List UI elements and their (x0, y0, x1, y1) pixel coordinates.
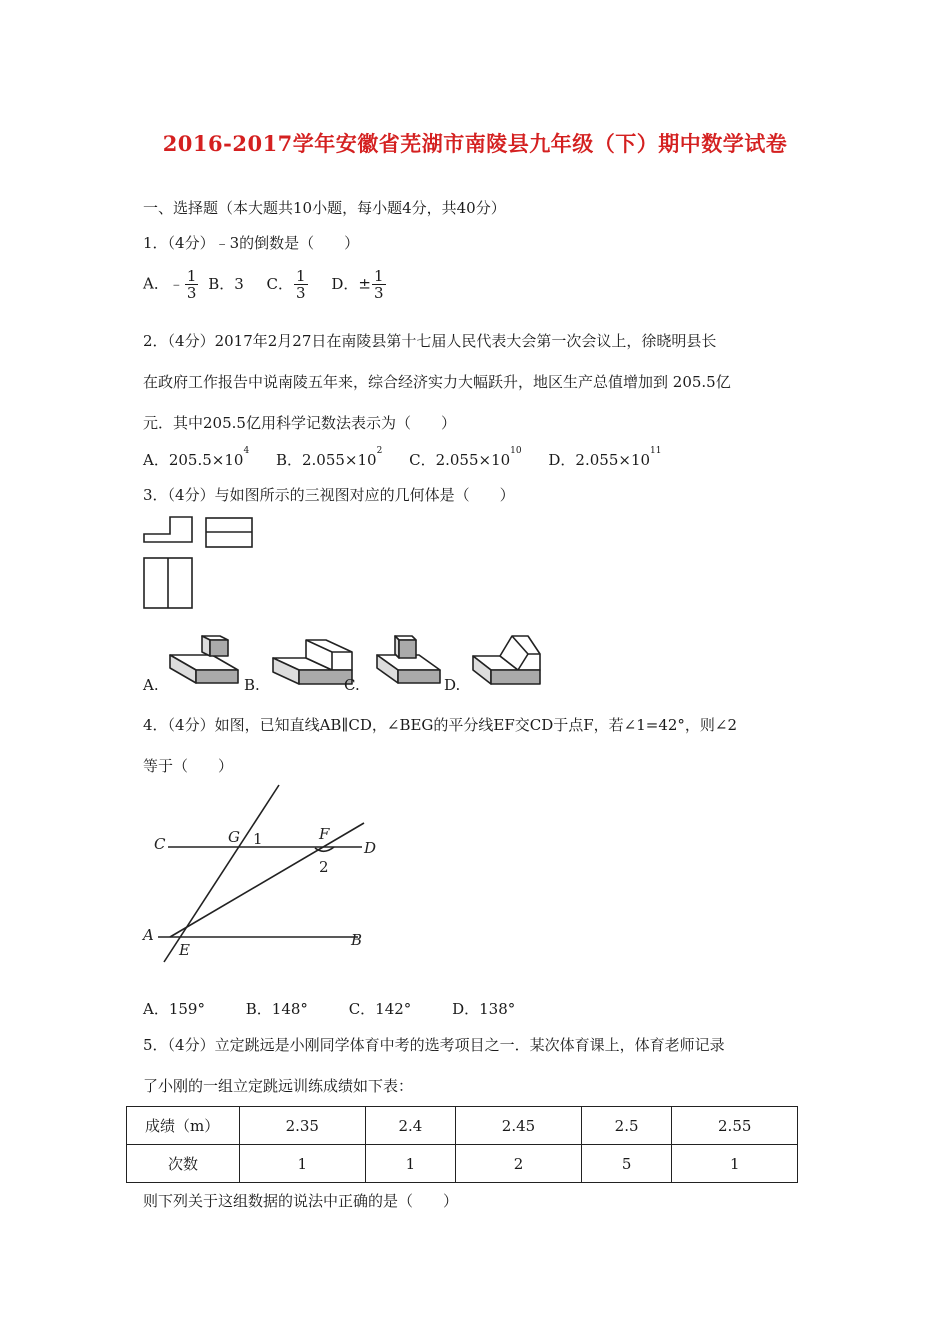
option-c-base: C．2.055×10 (409, 451, 511, 469)
option-d-label: D. (444, 676, 461, 694)
label-angle-2: 2 (319, 858, 329, 876)
fraction-c (294, 268, 308, 301)
section-heading: 一、选择题（本大题共10小题，每小题4分，共40分） (143, 199, 506, 217)
fraction-denominator: 3 (186, 284, 197, 302)
page-title: 2016-2017学年安徽省芜湖市南陵县九年级（下）期中数学试卷 (162, 131, 788, 156)
label-angle-1: 1 (253, 830, 263, 848)
option-b-base: B．2.055×10 (275, 451, 377, 469)
table-header-cell: 次数 (127, 1145, 240, 1183)
question-1-options (143, 268, 387, 301)
option-b (275, 446, 383, 470)
table-header-cell: 成绩（m） (127, 1107, 240, 1145)
question-1-stem: 1．（4分）﹣3的倒数是（ ） (143, 234, 360, 252)
solid-a (170, 636, 238, 683)
table-row (127, 1145, 798, 1183)
question-5-line-2: 了小刚的一组立定跳远训练成绩如下表： (143, 1077, 414, 1095)
fraction-d (372, 268, 386, 301)
option-a (143, 446, 250, 470)
fraction-numerator: 1 (186, 267, 197, 285)
option-c: C．142° (348, 1000, 412, 1018)
option-c-exponent: 10 (510, 446, 522, 456)
option-c-label: C． (266, 274, 294, 293)
label-g: G (228, 828, 240, 846)
question-4-line-1: 4．（4分）如图，已知直线AB∥CD，∠BEG的平分线EF交CD于点F，若∠1=42°，则∠2 (143, 716, 738, 734)
label-a: A (143, 926, 154, 944)
table-cell: 1 (240, 1145, 366, 1183)
question-2-line-1: 2．（4分）2017年2月27日在南陵县第十七届人民代表大会第一次会议上，徐晓明县长 (143, 332, 717, 350)
label-d: D (364, 839, 377, 857)
question-3-stem: 3．（4分）与如图所示的三视图对应的几何体是（ ） (143, 486, 515, 504)
option-a-label: A. (143, 676, 159, 694)
option-a-label: A． (143, 274, 169, 293)
fraction-denominator: 3 (296, 284, 306, 302)
option-b: B．148° (245, 1000, 308, 1018)
table-cell: 2.5 (581, 1107, 672, 1145)
option-b-label: B. (244, 676, 260, 694)
table-cell: 5 (581, 1145, 672, 1183)
question-2-line-2: 在政府工作报告中说南陵五年来，综合经济实力大幅跃升，地区生产总值增加到 205.5亿 (143, 373, 731, 391)
option-d: D．138° (452, 1000, 516, 1018)
table-cell: 2 (456, 1145, 582, 1183)
table-cell: 2.35 (240, 1107, 366, 1145)
option-a: A．159° (143, 1000, 205, 1018)
question-5-after-table: 则下列关于这组数据的说法中正确的是（ ） (143, 1192, 459, 1210)
table-cell: 2.55 (672, 1107, 798, 1145)
table-cell: 1 (365, 1145, 456, 1183)
table-cell: 2.45 (456, 1107, 582, 1145)
question-4-options (143, 998, 515, 1019)
label-f: F (319, 825, 330, 843)
option-d-sign: ± (358, 274, 371, 293)
fraction-a (185, 268, 199, 301)
fraction-numerator: 1 (373, 267, 384, 285)
label-c: C (154, 835, 166, 853)
three-view-figure (140, 512, 260, 612)
scores-table (126, 1106, 798, 1183)
option-a-sign: ﹣ (168, 274, 184, 293)
option-b: B．3 (208, 274, 244, 293)
option-c (409, 446, 522, 470)
option-c-label: C. (344, 676, 360, 694)
option-a-base: A．205.5×10 (143, 451, 244, 469)
label-e: E (179, 941, 190, 959)
option-d-exponent: 11 (650, 446, 662, 456)
option-b-exponent: 2 (376, 446, 383, 456)
option-d (548, 446, 662, 470)
fraction-numerator: 1 (296, 267, 306, 285)
solid-d (473, 636, 540, 684)
option-d-base: D．2.055×10 (548, 451, 651, 469)
table-row (127, 1107, 798, 1145)
question-2-line-3: 元．其中205.5亿用科学记数法表示为（ ） (143, 414, 456, 432)
solid-c (377, 636, 440, 683)
option-a-exponent: 4 (243, 446, 250, 456)
line-ef (170, 823, 364, 937)
table-cell: 2.4 (365, 1107, 456, 1145)
solid-b (273, 640, 352, 684)
line-eg (164, 785, 279, 962)
table-cell: 1 (672, 1145, 798, 1183)
parallel-lines-figure (140, 785, 390, 965)
label-b: B (351, 931, 363, 949)
option-d-label: D． (331, 274, 359, 293)
front-view (144, 517, 192, 542)
question-2-options (143, 446, 662, 470)
fraction-denominator: 3 (373, 284, 384, 302)
question-5-line-1: 5．（4分）立定跳远是小刚同学体育中考的选考项目之一．某次体育课上，体育老师记录 (143, 1036, 725, 1054)
question-4-line-2: 等于（ ） (143, 757, 234, 775)
